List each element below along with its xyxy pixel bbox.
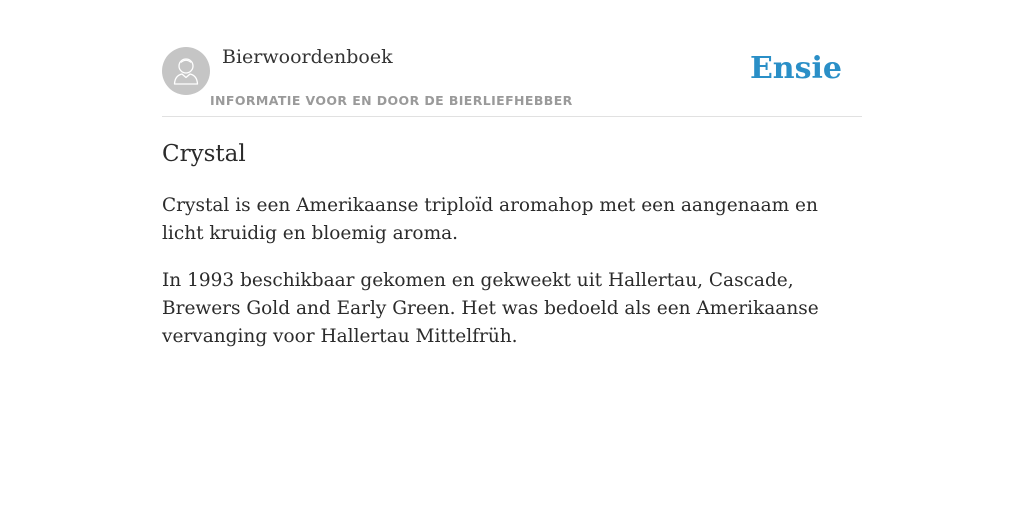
site-header: [162, 0, 862, 117]
site-name[interactable]: Bierwoordenboek: [222, 46, 393, 68]
site-tagline: INFORMATIE VOOR EN DOOR DE BIERLIEFHEBBER: [210, 93, 573, 108]
ensie-logo-link[interactable]: Ensie: [749, 51, 842, 86]
user-icon: [162, 47, 210, 95]
avatar[interactable]: [162, 47, 210, 95]
article-paragraph: In 1993 beschikbaar gekomen en gekweekt uit Hallertau, Cascade, Brewers Gold and Early Green. Het was bedoeld als een Amerikaanse vervanging voor Hallertau Mittelfrüh.: [162, 270, 819, 347]
article-title: Crystal: [162, 141, 246, 167]
article-paragraph: Crystal is een Amerikaanse triploïd aromahop met een aangenaam en licht kruidig en bloemig aroma.: [162, 195, 818, 244]
article: [162, 138, 862, 351]
